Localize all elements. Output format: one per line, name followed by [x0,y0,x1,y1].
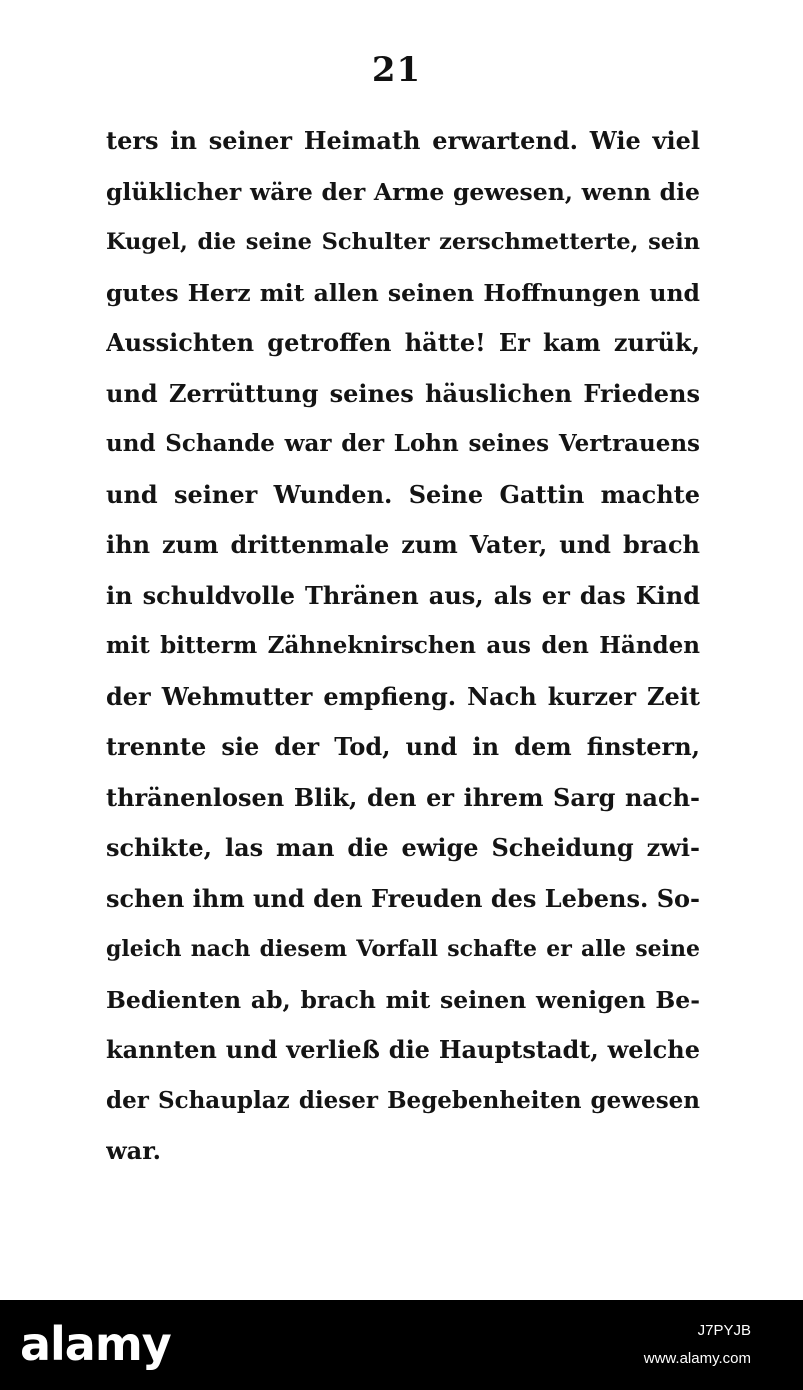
text-line: in schuldvolle Thränen aus, als er das Kind [106,580,700,610]
site-url: www.alamy.com [643,1350,751,1367]
text-line: war. [106,1136,162,1165]
text-line: Kugel, die seine Schulter zerschmetterte, sein [106,229,700,255]
text-line: gleich nach diesem Vorfall schafte er alle seine [106,936,700,962]
text-line: Aussichten getroffen hätte! Er kam zurük, [106,328,700,357]
text-line: und Schande war der Lohn seines Vertrauens [106,430,700,457]
text-line: mit bitterm Zähneknirschen aus den Händen [106,632,700,659]
text-line: und seiner Wunden. Seine Gattin machte [106,479,700,509]
text-line: schikte, las man die ewige Scheidung zwi- [106,833,700,862]
text-line: gutes Herz mit allen seinen Hoffnungen und [106,278,700,307]
text-line: trennte sie der Tod, und in dem finstern, [106,732,700,761]
text-line: schen ihm und den Freuden des Lebens. So- [106,883,700,913]
text-line: glüklicher wäre der Arme gewesen, wenn die [106,177,700,206]
text-line: Bedienten ab, brach mit seinen wenigen Be- [106,985,700,1014]
text-line: kannten und verließ die Hauptstadt, welche [106,1035,700,1064]
text-line: ters in seiner Heimath erwartend. Wie viel [106,126,700,155]
watermark-footer [0,1300,803,1390]
text-line: der Wehmutter empfieng. Nach kurzer Zeit [106,681,700,711]
page-body-text [106,116,700,1177]
text-line: und Zerrüttung seines häuslichen Friedens [106,378,700,408]
alamy-logo: alamy [20,1317,171,1371]
text-line: ihn zum drittenmale zum Vater, und brach [106,530,700,559]
image-id: J7PYJB [697,1322,751,1339]
text-line: der Schauplaz dieser Begebenheiten gewesen [106,1086,700,1114]
page-number: 21 [371,50,422,90]
text-line: thränenlosen Blik, den er ihrem Sarg nach- [106,782,700,812]
